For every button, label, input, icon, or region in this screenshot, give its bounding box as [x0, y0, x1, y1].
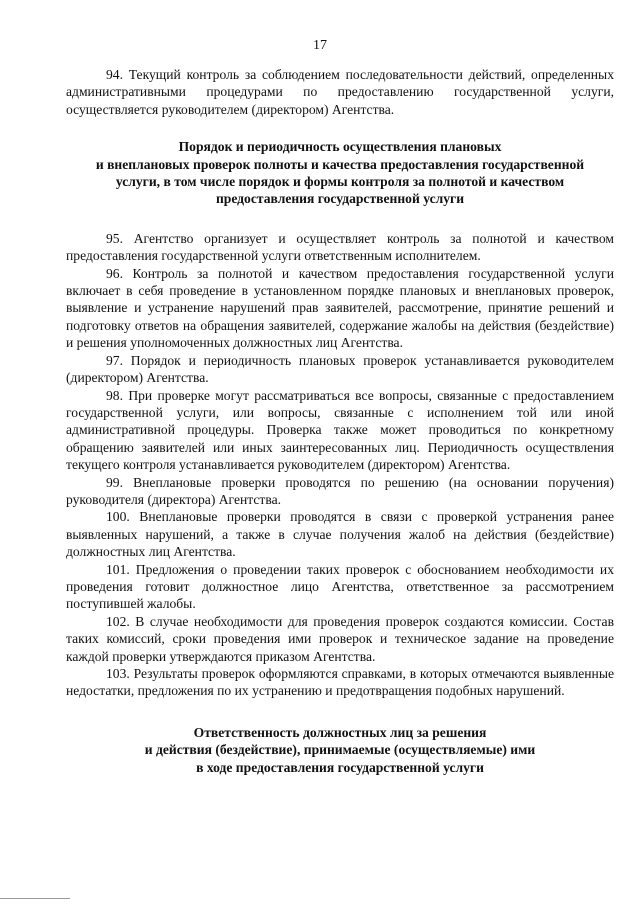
paragraph-101: 101. Предложения о проведении таких проверок с обоснованием необходимости их проведения готовит должностное лицо Агентства, ответственное за рассмотрением поступившей жалобы. [66, 561, 614, 612]
paragraph-99: 99. Внеплановые проверки проводятся по решению (на основании поручения) руководителя (директора) Агентства. [66, 474, 614, 507]
heading-line: Ответственность должностных лиц за решения [193, 724, 487, 740]
heading-line: услуги, в том числе порядок и формы контроля за полнотой и качеством [115, 174, 565, 190]
page-number: 17 [313, 38, 327, 53]
paragraph-96: 96. Контроль за полнотой и качеством предоставления государственной услуги включает в себя проведение в установленном порядке плановых и внеплановых проверок, выявление и устранение нарушений прав заявителей, рассмотрение, принятие решений и подготовку ответов на обращения заявителей, содержание жалобы на действия (бездействие) и решения уполномоченных должностных лиц Агентства. [66, 265, 614, 351]
section-heading-official-responsibility [66, 724, 614, 776]
scan-edge-line [0, 898, 70, 899]
paragraph-100: 100. Внеплановые проверки проводятся в связи с проверкой устранения ранее выявленных нарушений, а также в случае получения жалоб на действия (бездействие) должностных лиц Агентства. [66, 509, 614, 560]
heading-line: Порядок и периодичность осуществления плановых [178, 139, 502, 155]
paragraph-102: 102. В случае необходимости для проведения проверок создаются комиссии. Состав таких комиссий, сроки проведения ими проверок и техническое задание на проведение каждой проверки утверждаются приказом Агентства. [66, 613, 614, 664]
heading-line: в ходе предоставления государственной услуги [196, 759, 484, 775]
paragraph-94: 94. Текущий контроль за соблюдением последовательности действий, определенных административными процедурами по предоставлению государственной услуги, осуществляется руководителем (директором) Агентства. [66, 67, 614, 117]
paragraph-103: 103. Результаты проверок оформляются справками, в которых отмечаются выявленные недостатки, предложения по их устранению и предотвращения подобных нарушений. [66, 666, 614, 699]
heading-line: и действия (бездействие), принимаемые (осуществляемые) ими [144, 742, 536, 758]
paragraph-97: 97. Порядок и периодичность плановых проверок устанавливается руководителем (директором) Агентства. [66, 352, 614, 386]
heading-line: и внеплановых проверок полноты и качества предоставления государственной [95, 156, 585, 172]
heading-line: предоставления государственной услуги [215, 191, 465, 207]
section-heading-control-procedure [66, 138, 614, 208]
document-body [66, 66, 614, 798]
paragraph-95: 95. Агентство организует и осуществляет контроль за полнотой и качеством предоставления государственной услуги ответственным исполнителем. [66, 230, 614, 264]
paragraph-98: 98. При проверке могут рассматриваться все вопросы, связанные с предоставлением государственной услуги, или вопросы, связанные с исполнением той или иной административной процедуры. Проверка также может проводиться по конкретному обращению заявителей или иных заинтересованных лиц. Периодичность осуществления текущего контроля устанавливается руководителем (директором) Агентства. [66, 387, 614, 473]
